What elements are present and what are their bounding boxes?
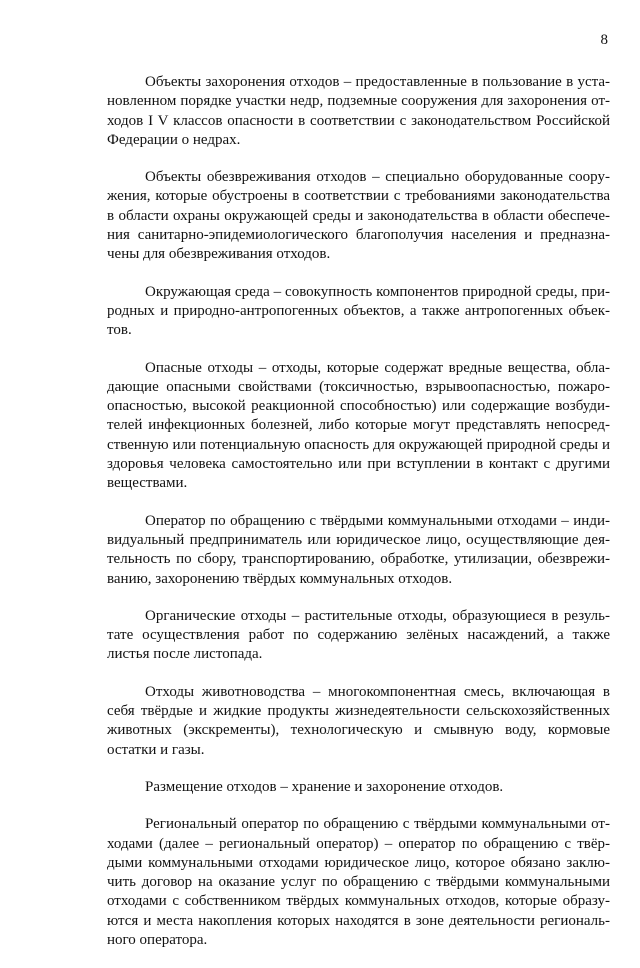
paragraph-livestock-waste: Отходы животноводства – многокомпонентная смесь, включающая в себя твёрдые и жидкие продукты жизнедеятельности сельскохозяйственных животных (экскременты), технологическую и смывную воду, кормовые остатки и газы. <box>107 683 610 758</box>
paragraph-burial-facilities: Объекты захоронения отходов – предоставленные в пользование в установленном порядке участки недр, подземные сооружения для захоронения отходов I V классов опасности в соответствии с законодательством Российской Федерации о недрах. <box>107 74 610 148</box>
page-number: 8 <box>600 32 608 48</box>
paragraph-hazardous-waste: Опасные отходы – отходы, которые содержат вредные вещества, обладающие опасными свойствами (токсичностью, взрывоопасностью, пожароопасностью, высокой реакционной способностью) или содержащие возбудителей инфекционных болезней, либо которые могут представлять непосредственную или потенциальную опасность для окружающей природной среды и здоровья человека самостоятельно или при вступлении в контакт с другими веществами. <box>107 359 610 492</box>
paragraph-environment: Окружающая среда – совокупность компонентов природной среды, природных и природно-антропогенных объектов, а также антропогенных объектов. <box>107 283 610 339</box>
paragraph-regional-operator: Региональный оператор по обращению с твёрдыми коммунальными отходами (далее – региональный оператор) – оператор по обращению с твёрдыми коммунальными отходами юридическое лицо, которое обязано заключить договор на оказание услуг по обращению с твёрдыми коммунальными отходами с собственником твёрдых коммунальных отходов, которые образуются и места накопления которых находятся в зоне деятельности регионального оператора. <box>107 816 610 948</box>
paragraph-organic-waste: Органические отходы – растительные отходы, образующиеся в результате осуществления работ по содержанию зелёных насаждений, а также листья после листопада. <box>107 607 610 663</box>
paragraph-neutralization-facilities: Объекты обезвреживания отходов – специально оборудованные сооружения, которые обустроены в соответствии с требованиями законодательства в области охраны окружающей среды и законодательства в области обеспечения санитарно-эпидемиологического благополучия населения и предназначены для обезвреживания отходов. <box>107 169 610 263</box>
paragraph-waste-placement: Размещение отходов – хранение и захоронение отходов. <box>145 778 504 795</box>
paragraph-msw-operator: Оператор по обращению с твёрдыми коммунальными отходами – индивидуальный предприниматель или юридическое лицо, осуществляющие деятельность по сбору, транспортированию, обработке, утилизации, обезвреживанию, захоронению твёрдых коммунальных отходов. <box>107 512 610 587</box>
document-body <box>107 73 610 968</box>
